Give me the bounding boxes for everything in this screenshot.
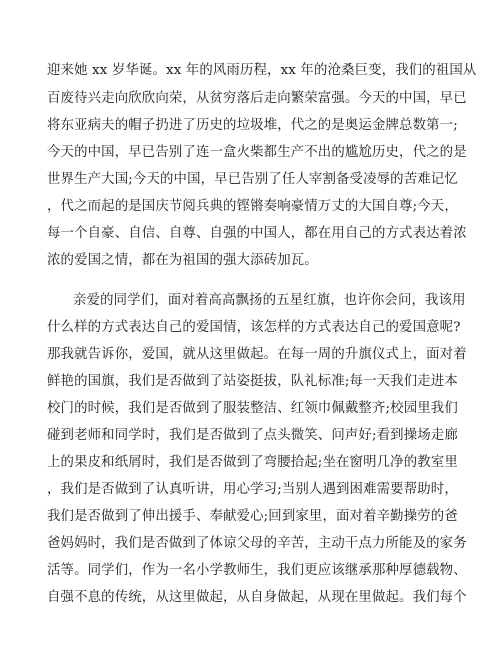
text-line: 今天的中国，早已告别了连一盒火柴都生产不出的尴尬历史，代之的是 (47, 145, 467, 160)
text-line: 百废待兴走向欣欣向荣，从贫穷落后走向繁荣富强。今天的中国，早已 (47, 91, 467, 106)
text-line: 那我就告诉你，爱国，就从这里做起。在每一周的升旗仪式上，面对着 (47, 347, 467, 362)
text-line: 世界生产大国;今天的中国，早已告别了任人宰割备受凌辱的苦难记忆 (47, 172, 458, 187)
text-line: 上的果皮和纸屑时，我们是否做到了弯腰拾起;坐在窗明几净的教室里 (47, 455, 458, 470)
text-line: 自强不息的传统，从这里做起，从自身做起，从现在里做起。我们每个 (47, 590, 467, 605)
text-line: 迎来她 xx 岁华诞。xx 年的风雨历程，xx 年的沧桑巨变，我们的祖国从 (47, 63, 477, 78)
text-line: 爸妈妈时，我们是否做到了体谅父母的辛苦，主动干点力所能及的家务 (47, 536, 467, 551)
text-line: 鲜艳的国旗，我们是否做到了站姿挺拔，队礼标准;每一天我们走进本 (47, 374, 458, 389)
text-line: 每一个自豪、自信、自尊、自强的中国人，都在用自己的方式表达着浓 (47, 226, 467, 241)
text-line: ，代之而起的是国庆节阅兵典的铿锵奏响豪情万丈的大国自尊;今天， (47, 199, 458, 214)
text-line: 将东亚病夫的帽子扔进了历史的垃圾堆，代之的是奥运金牌总数第一; (47, 118, 458, 133)
text-line: 我们是否做到了伸出援手、奉献爱心;回到家里，面对着辛勤操劳的爸 (47, 509, 458, 524)
text-line: 浓的爱国之情，都在为祖国的强大添砖加瓦。 (47, 253, 318, 268)
text-line: 什么样的方式表达自己的爱国情，该怎样的方式表达自己的爱国意呢? (47, 320, 461, 335)
text-line: 校门的时候，我们是否做到了服装整洁、红领巾佩戴整齐;校园里我们 (47, 401, 458, 416)
paragraph-first-line: 亲爱的同学们，面对着高高飘扬的五星红旗，也许你会问，我该用 (73, 293, 466, 308)
text-line: 碰到老师和同学时，我们是否做到了点头微笑、问声好;看到操场走廊 (47, 428, 458, 443)
text-line: ，我们是否做到了认真听讲，用心学习;当别人遇到困难需要帮助时， (47, 482, 458, 497)
text-line: 活等。同学们，作为一名小学教师生，我们更应该继承那种厚德载物、 (47, 563, 467, 578)
